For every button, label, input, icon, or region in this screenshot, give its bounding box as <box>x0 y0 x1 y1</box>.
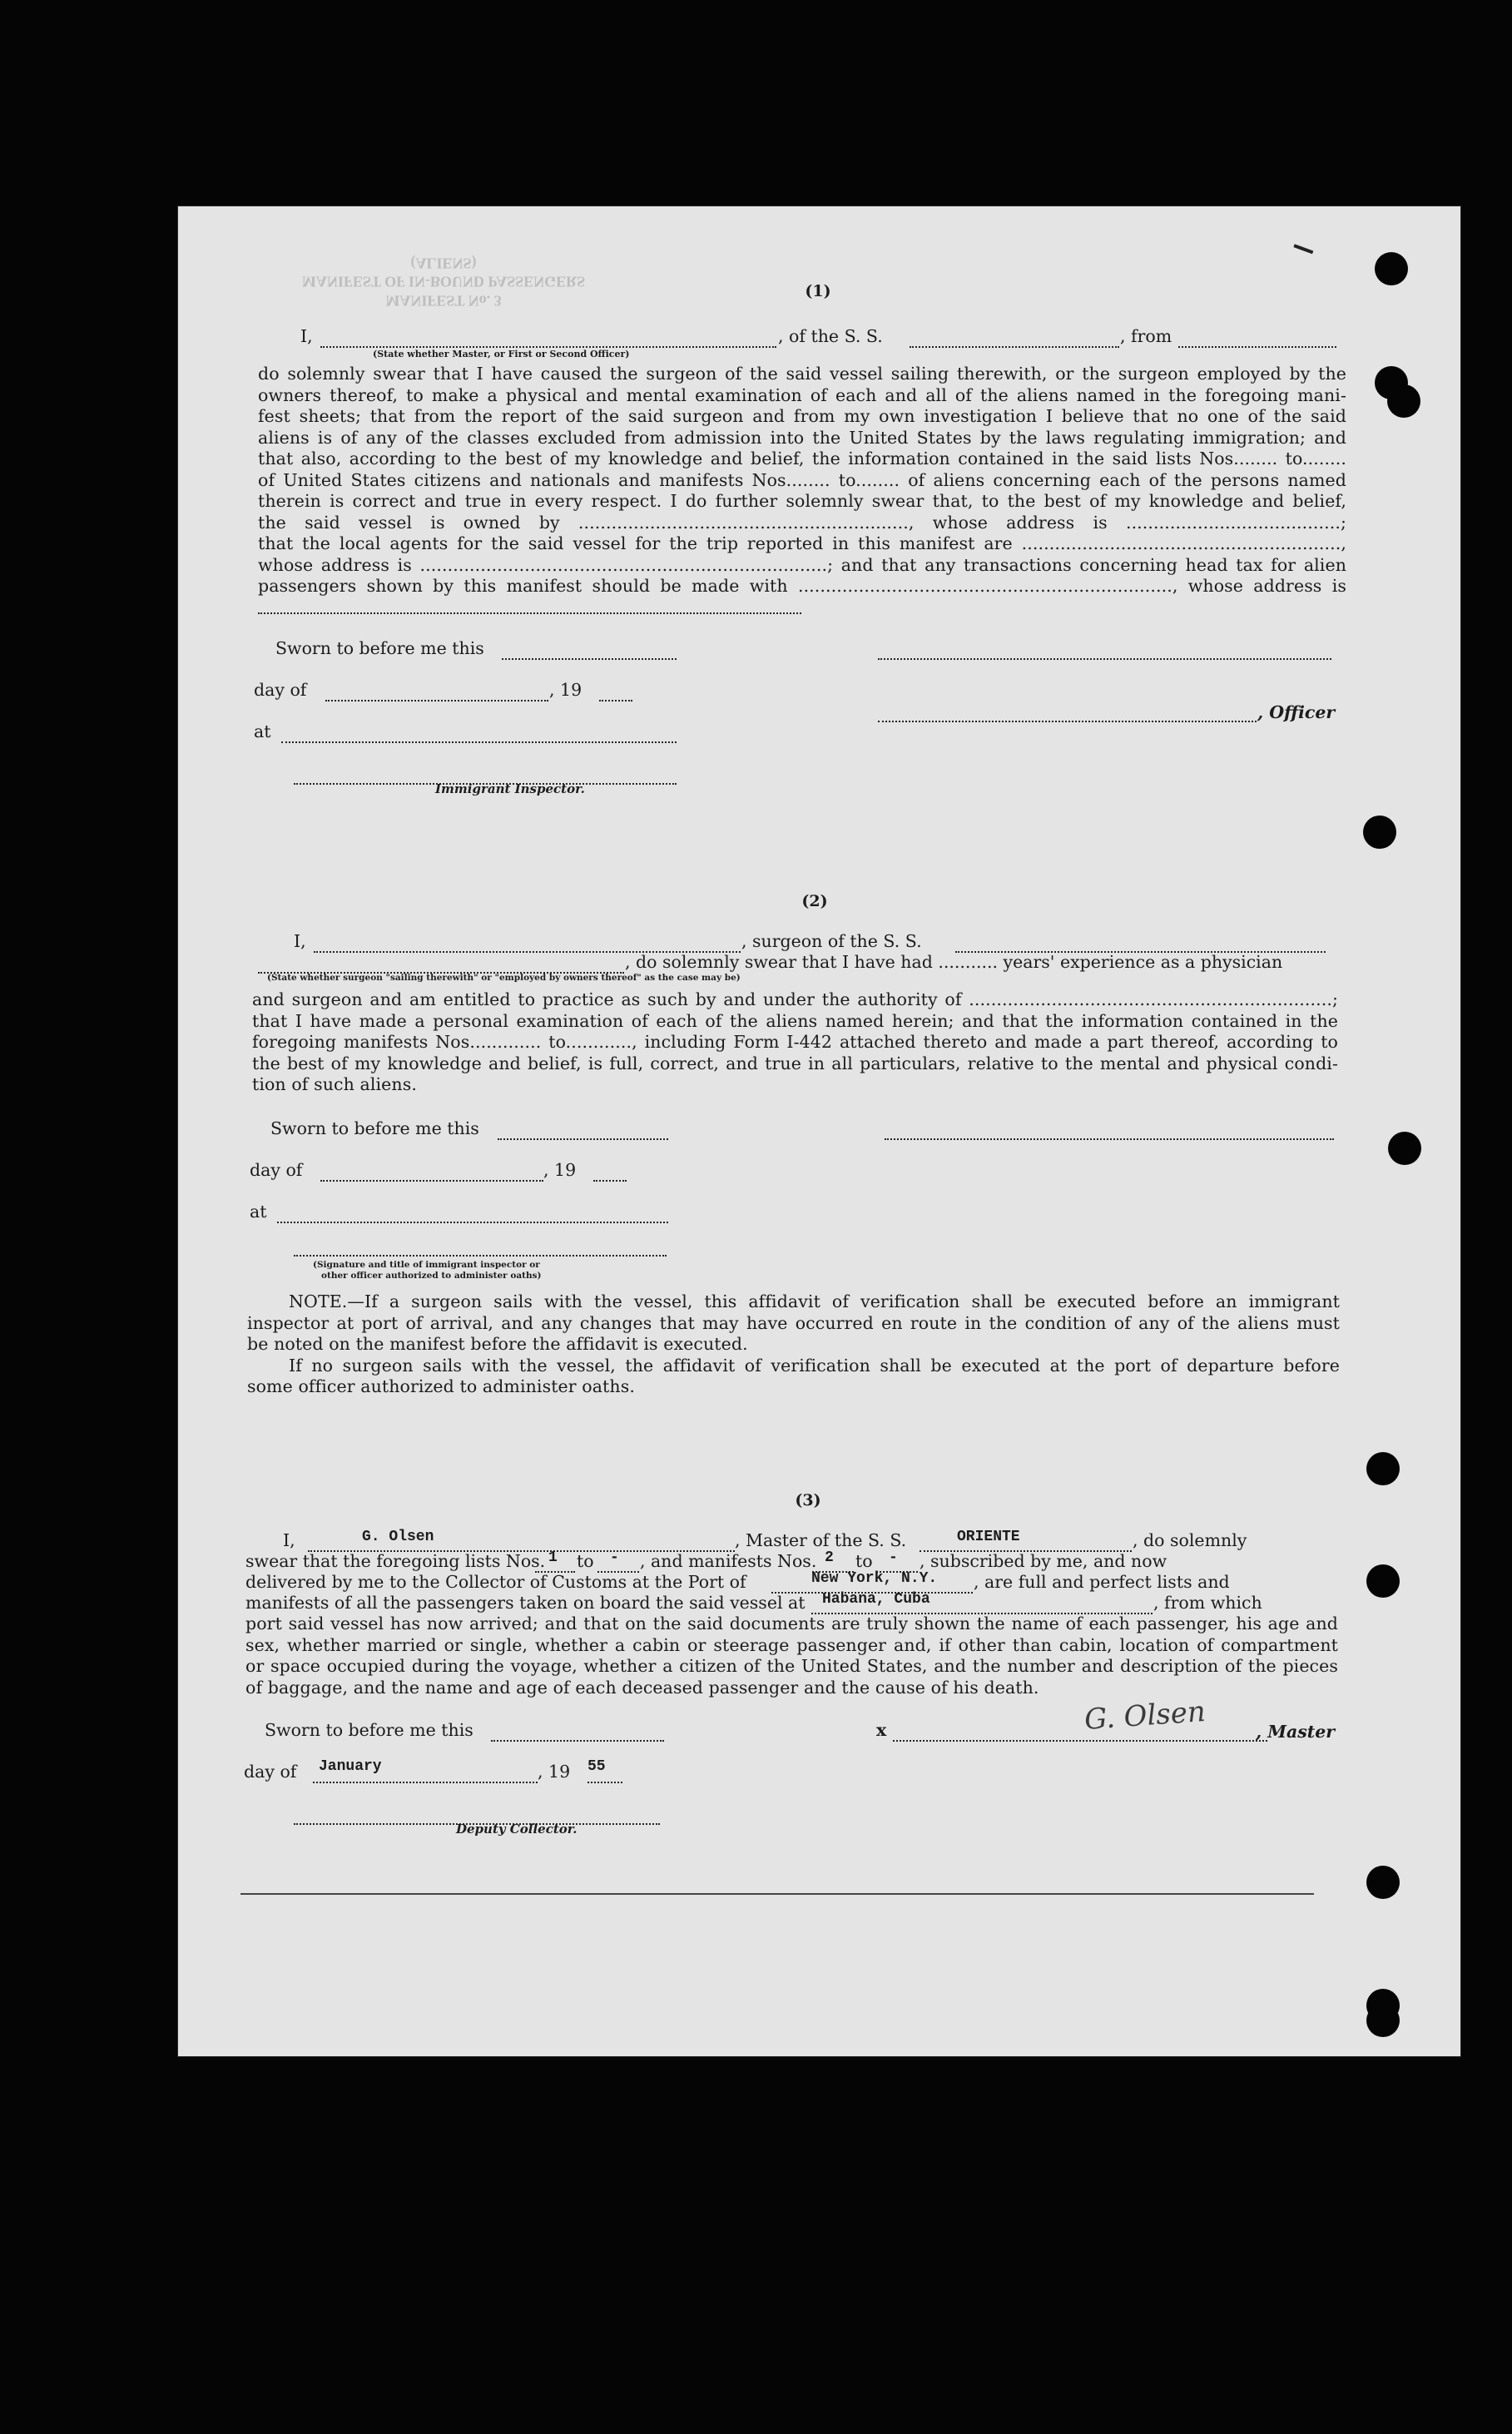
s1-vessel-blank <box>910 335 1119 348</box>
s3-delivered-label: delivered by me to the Collector of Customs at the Port of <box>245 1572 746 1592</box>
s2-day-blank <box>320 1168 543 1182</box>
s1-day-blank <box>325 688 548 701</box>
s2-signature-blank <box>885 1127 1334 1140</box>
s3-from-which: , from which <box>1153 1593 1262 1613</box>
s2-year-blank <box>593 1168 627 1182</box>
s1-sworn-blank <box>502 647 677 660</box>
section-1-number: (1) <box>805 282 831 300</box>
bottom-rule <box>240 1893 1314 1895</box>
s3-manifests-to: - <box>889 1549 898 1566</box>
s3-port: New York, N.Y. <box>811 1570 938 1587</box>
s2-sworn-label: Sworn to before me this <box>270 1118 479 1138</box>
s2-signature-note-2: other officer authorized to administer oaths) <box>321 1271 542 1281</box>
s3-master-signature-blank <box>893 1728 1267 1742</box>
s3-do-solemnly: , do solemnly <box>1133 1530 1247 1550</box>
s2-surgeon-label: , surgeon of the S. S. <box>741 931 922 951</box>
s2-body: and surgeon and am entitled to practice as such by and under the authority of ..................................................................; that I have made a personal examination of each of the aliens named herein; and that the information contained in the foregoing manifests Nos............. to............, including Form I-442 attached thereto and made a part thereof, according to the best of my knowledge and belief, is full, correct, and true in all particulars, relative to the mental and physical condi- tion of such aliens. <box>252 989 1338 1094</box>
pencil-tick-mark <box>1291 244 1314 260</box>
section-3-number: (3) <box>795 1491 821 1509</box>
s3-swear-lists-label: swear that the foregoing lists Nos. <box>245 1551 546 1571</box>
punch-hole <box>1363 815 1396 849</box>
s1-sworn-label: Sworn to before me this <box>275 638 484 658</box>
punch-hole <box>1366 1866 1400 1899</box>
s1-day-label: day of <box>254 680 307 700</box>
s1-body: do solemnly swear that I have caused the surgeon of the said vessel sailing therewith, or the surgeon employed by the owners thereof, to make a physical and mental examination of each and all of the aliens named in the foregoing mani- fest sheets; that from the report of the said surgeon and from my own investigation I believe that no one of the said aliens is of any of the classes excluded from admission into the United States by the laws regulating immigration; and that also, according to the best of my knowledge and belief, the information contained in the said lists Nos........ to........ of United States citizens and nationals and manifests Nos........ to........ of aliens concerning each of the persons named therein is correct and true in every respect. I do further solemnly swear that, to the best of my knowledge and belief, the said vessel is owned by ............................................................, whose address is .......................................; that the local agents for the said vessel for the trip reported in this manifest are .........................................................., whose address is ..........................................................................; and that any transactions concerning head tax for alien passengers shown by this manifest should be made with ...................................................................., whose address is <box>258 364 1346 596</box>
s3-year-prefix: , 19 <box>538 1762 571 1782</box>
s1-inspector-label: Immigrant Inspector. <box>435 781 585 796</box>
s1-officer-signature-blank <box>878 647 1331 660</box>
punch-hole <box>1366 2004 1400 2037</box>
s1-officer-label: , Officer <box>1257 702 1336 722</box>
s1-at-label: at <box>254 721 271 741</box>
s1-year-label: , 19 <box>549 680 582 700</box>
s3-lists-to: - <box>610 1549 619 1566</box>
s2-i-label: I, <box>294 931 306 951</box>
s1-i-label: I, <box>300 326 313 346</box>
s1-address-blank <box>258 601 801 614</box>
s3-to2: to <box>855 1551 873 1571</box>
punch-hole <box>1366 1564 1400 1598</box>
s2-year-label: , 19 <box>543 1160 577 1180</box>
s3-year-suffix: 55 <box>587 1758 606 1775</box>
s1-officer-title-blank <box>878 709 1257 722</box>
punch-hole <box>1366 1452 1400 1485</box>
s3-sworn-label: Sworn to before me this <box>265 1720 473 1740</box>
s2-vessel-blank <box>955 939 1326 953</box>
s1-at-blank <box>281 730 677 743</box>
punch-hole <box>1366 2401 1400 2434</box>
s3-body: port said vessel has now arrived; and that on the said documents are truly shown the name of each passenger, his age and sex, whether married or single, whether a cabin or steerage passenger and, if other than cabin, location of compartment or space occupied during the voyage, whether a citizen of the United States, and the number and description of the pieces of baggage, and the name and age of each deceased passenger and the cause of his death. <box>245 1614 1338 1698</box>
s2-at-label: at <box>250 1202 267 1222</box>
s3-i-label: I, <box>283 1530 295 1550</box>
s2-signature-note-1: (Signature and title of immigrant inspector or <box>313 1260 540 1270</box>
s1-name-blank <box>320 335 776 348</box>
s3-master-of-label: , Master of the S. S. <box>735 1530 907 1550</box>
s2-line2: , do solemnly swear that I have had ........... years' experience as a physician <box>625 952 1283 972</box>
s2-at-blank <box>277 1210 668 1223</box>
s1-from-label: , from <box>1120 326 1172 346</box>
bleed-through-text: MANIFEST No. 3 MANIFEST OF IN-BOUND PASSENGERS (ALIENS) <box>301 255 586 310</box>
s2-status-blank <box>258 960 624 974</box>
s3-handwritten-signature: G. Olsen <box>1083 1694 1207 1738</box>
s2-signature-line <box>294 1243 667 1257</box>
s3-sworn-blank <box>491 1728 664 1742</box>
s1-ss-label: , of the S. S. <box>778 326 883 346</box>
s3-collector-label: Deputy Collector. <box>456 1822 578 1837</box>
s1-year-blank <box>599 688 632 701</box>
s3-and-manifests: , and manifests Nos. <box>640 1551 817 1571</box>
s3-to1: to <box>577 1551 594 1571</box>
s3-x-mark: x <box>876 1720 887 1740</box>
punch-hole <box>1375 252 1408 285</box>
s2-sworn-blank <box>498 1127 668 1140</box>
s2-name-blank <box>314 939 741 953</box>
s3-day-label: day of <box>244 1762 297 1782</box>
s3-master-label: , Master <box>1256 1722 1336 1742</box>
s3-origin: Habana, Cuba <box>822 1591 930 1608</box>
s3-full-perfect: , are full and perfect lists and <box>974 1572 1230 1592</box>
manifest-affidavit-page <box>177 206 1461 2057</box>
punch-hole <box>1388 1132 1421 1165</box>
s2-note: NOTE.—If a surgeon sails with the vessel, this affidavit of verification shall be executed before an immigrant inspector at port of arrival, and any changes that may have occurred en route in the condition of any of the aliens must be noted on the manifest before the affidavit is executed. If no surgeon sails with the vessel, the affidavit of verification shall be executed at the port of departure before some officer authorized to administer oaths. <box>247 1291 1340 1396</box>
s3-master-name: G. Olsen <box>362 1529 434 1545</box>
s2-surgeon-note: (State whether surgeon "sailing therewith" or "employed by owners thereof" as the case may be) <box>267 973 741 983</box>
s3-manifests-all-label: manifests of all the passengers taken on board the said vessel at <box>245 1593 806 1613</box>
s3-vessel-name: ORIENTE <box>957 1529 1020 1545</box>
s3-vessel-blank <box>920 1539 1132 1552</box>
s3-subscribed: , subscribed by me, and now <box>920 1551 1167 1571</box>
s1-officer-note: (State whether Master, or First or Second Officer) <box>373 349 630 359</box>
section-2-number: (2) <box>801 892 828 910</box>
punch-hole <box>1387 384 1420 418</box>
s3-month: January <box>319 1758 382 1775</box>
s3-lists-from: 1 <box>548 1549 558 1566</box>
s3-manifests-from: 2 <box>825 1549 834 1566</box>
s1-port-blank <box>1178 335 1336 348</box>
s2-day-label: day of <box>250 1160 303 1180</box>
